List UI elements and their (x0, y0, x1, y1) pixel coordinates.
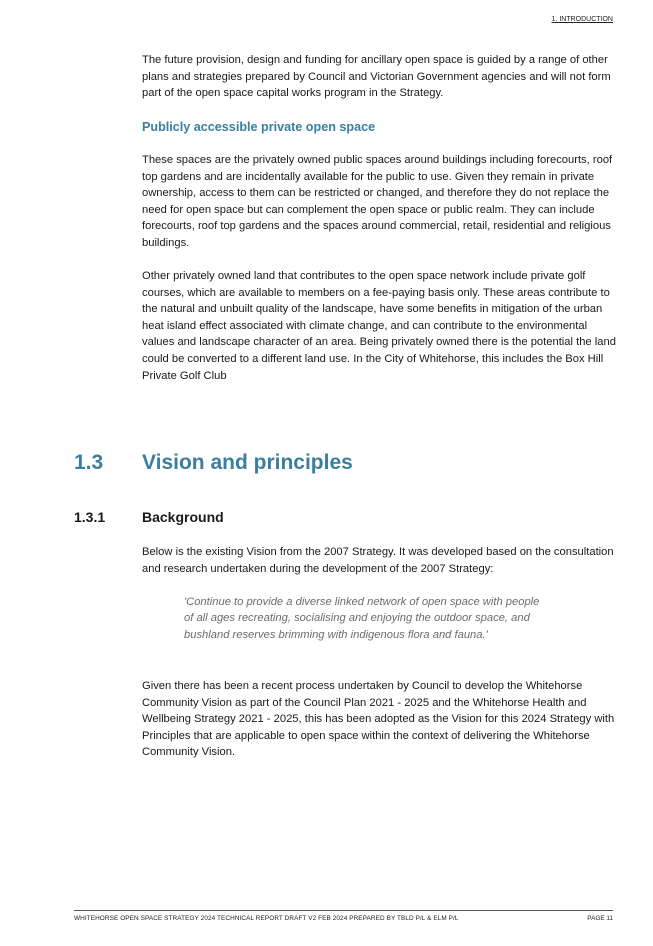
footer-document-info: WHITEHORSE OPEN SPACE STRATEGY 2024 TECHNICAL REPORT DRAFT V2 FEB 2024 PREPARED BY TBLD P/L & ELM P/L (74, 915, 459, 922)
subheading-private-open-space: Publicly accessible private open space (142, 120, 376, 134)
subsection-title: Background (142, 509, 224, 525)
paragraph-private-2-block (142, 268, 617, 384)
paragraph-given-block (142, 678, 617, 761)
paragraph-private-1: These spaces are the privately owned public spaces around buildings including forecourts, roof top gardens and are incidentally available for the public to use. Given they remain in private ownership, access to them can be restricted or changed, and therefore they do not replace the need for open space but can complement the open space or public realm. They can include forecourts, roof top gardens and the spaces around commercial, retail, residential and religious buildings. (142, 154, 613, 249)
paragraph-intro: The future provision, design and funding for ancillary open space is guided by a range of other plans and strategies prepared by Council and Victorian Government agencies and will not form part of the open space capital works program in the Strategy. (142, 54, 611, 100)
footer-divider (74, 910, 613, 911)
subsection-number: 1.3.1 (74, 509, 106, 525)
paragraph-background-block (142, 544, 617, 577)
paragraph-private-1-block (142, 152, 617, 252)
vision-quote: 'Continue to provide a diverse linked network of open space with people of all ages recreating, socialising and enjoying the outdoor space, and bushland reserves brimming with indigenous flora and fauna.' (184, 596, 540, 641)
paragraph-given: Given there has been a recent process undertaken by Council to develop the Whitehorse Community Vision as part of the Council Plan 2021 - 2025 and the Whitehorse Health and Wellbeing Strategy 2021 - 2025, this has been adopted as the Vision for this 2024 Strategy with Principles that are applicable to open space within the context of delivering the Whitehorse Community Vision. (142, 680, 615, 759)
paragraph-private-2: Other privately owned land that contributes to the open space network include private golf courses, which are available to members on a fee-paying basis only. These areas contribute to the natural and unbuilt quality of the landscape, have some benefits in mitigation of the urban heat island effect associated with climate change, and can contribute to the environmental values and landscape character of an area. Being privately owned there is the potential the land could be converted to a different land use. In the City of Whitehorse, this includes the Box Hill Private Golf Club (142, 270, 616, 382)
section-title: Vision and principles (142, 451, 353, 474)
header-section-link[interactable]: 1. INTRODUCTION (551, 16, 613, 23)
paragraph-background: Below is the existing Vision from the 2007 Strategy. It was developed based on the consultation and research undertaken during the development of the 2007 Strategy: (142, 546, 614, 575)
paragraph-intro-block (142, 52, 617, 102)
footer-page-number: PAGE 11 (587, 915, 613, 922)
section-number: 1.3 (74, 451, 104, 474)
